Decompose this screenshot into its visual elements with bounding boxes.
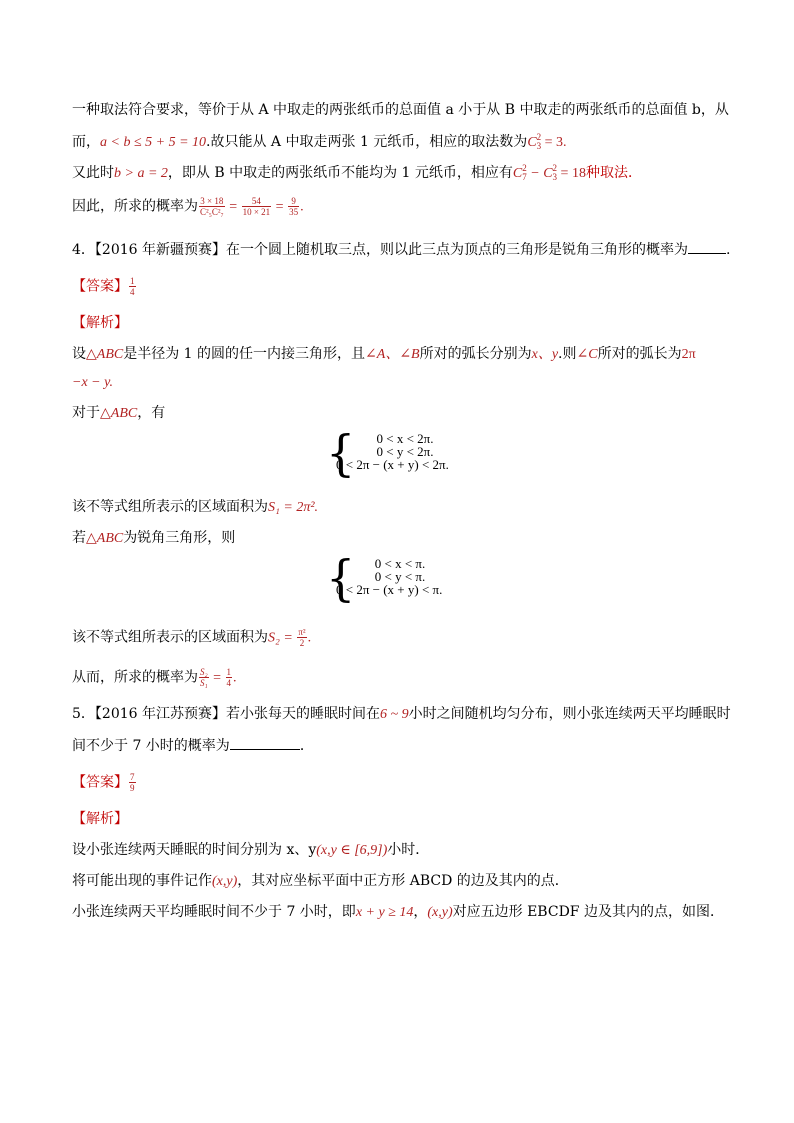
fraction-numerator: 7: [130, 772, 135, 782]
math: x + y ≥ 14: [355, 905, 414, 920]
inequality-row: 0 < y < π.: [374, 569, 426, 584]
question-4: [72, 239, 730, 260]
answer-blank: [230, 735, 300, 750]
fraction-denominator: 4: [226, 678, 232, 688]
text: 该不等式组所表示的区域面积为: [72, 629, 268, 646]
math: (x,y ∈ [6,9]): [316, 843, 388, 858]
text-line: [72, 163, 642, 184]
text: ，有: [137, 405, 166, 421]
text: 将可能出现的事件记作: [72, 873, 212, 889]
math: 6 ~ 9: [380, 707, 409, 722]
answer-label: 【答案】: [72, 278, 128, 295]
answer-5: [72, 772, 137, 793]
text: 种取法．: [585, 165, 642, 181]
math: (x,y): [212, 874, 238, 889]
math: .: [300, 199, 304, 215]
math: S₂ =: [268, 630, 297, 646]
fraction-denominator: 35: [289, 207, 299, 217]
text-line: [72, 528, 235, 549]
text: ，即从 B 中取走的两张纸币不能均为 1 元纸币，相应有: [167, 165, 513, 181]
math: S₁ = 2π².: [268, 500, 319, 515]
inequality-row: 0 < 2π − (x + y) < π.: [336, 582, 443, 597]
text: 因此，所求的概率为: [72, 198, 198, 215]
text-line: [72, 100, 729, 120]
fraction-denominator: 10 × 21: [242, 207, 271, 217]
text-line: [72, 902, 724, 923]
fraction-denominator: C²₅C²₇: [200, 207, 224, 217]
analysis-label-text: 【解析】: [72, 315, 128, 331]
inequality-system-2: [326, 549, 466, 607]
text: .故只能从 A 中取走两张 1 元纸币，相应的取法数为: [206, 134, 528, 150]
text-line: [72, 344, 696, 365]
math: = 3.: [541, 135, 567, 150]
text: 该不等式组所表示的区域面积为: [72, 499, 268, 515]
fraction-numerator: 3 × 18: [200, 196, 224, 206]
text-line: [72, 497, 318, 518]
text-line: [72, 627, 311, 649]
left-brace: {: [326, 424, 356, 482]
text: ，其对应坐标平面中正方形 ABCD 的边及其内的点．: [237, 873, 569, 889]
text: ．: [299, 738, 314, 754]
fraction-denominator: 2: [299, 638, 305, 648]
math: △ABC: [100, 406, 138, 421]
text-line: [72, 840, 429, 861]
inequality-row: 0 < x < 2π.: [376, 431, 434, 446]
math: (x,y): [427, 905, 453, 920]
text: 若: [72, 530, 86, 546]
inequality-row: 0 < y < 2π.: [376, 444, 434, 459]
math: C: [512, 166, 523, 181]
text: 小张连续两天平均睡眠时间不少于 7 小时，即: [72, 904, 356, 920]
math: =: [272, 199, 288, 215]
text: 所对的弧长分别为: [419, 346, 532, 362]
math: C: [527, 135, 537, 150]
math: △ABC: [86, 531, 124, 546]
text: 所对的弧长为: [597, 346, 682, 362]
fraction-numerator: 54: [242, 196, 272, 207]
math: .: [233, 670, 237, 686]
math: − C: [526, 166, 553, 181]
math: .: [307, 630, 312, 646]
sub: 3: [552, 172, 558, 182]
analysis-label-text: 【解析】: [72, 811, 128, 827]
sup: 2: [522, 163, 527, 173]
inequality-row: 0 < x < π.: [374, 556, 426, 571]
fraction-denominator: 4: [130, 287, 135, 297]
math: 2π: [681, 347, 696, 362]
math: x、y: [531, 347, 559, 362]
text: 一种取法符合要求，等价于从 A 中取走的两张纸币的总面值 a 小于从 B 中取走的两张纸币的总面值 b，从: [72, 102, 729, 118]
text: 为锐角三角形，则: [123, 530, 236, 546]
question-5: [72, 704, 731, 725]
text: 对于: [72, 405, 100, 421]
left-brace: {: [326, 549, 356, 607]
fraction-numerator: π²: [298, 627, 306, 637]
text: 设: [72, 346, 86, 362]
text: .: [725, 242, 731, 258]
analysis-label: [72, 313, 128, 333]
math: a < b ≤ 5 + 5 = 10: [100, 135, 207, 150]
fraction-numerator: 9: [288, 196, 299, 207]
text: 从而，所求的概率为: [72, 669, 198, 686]
question-text: 4．【2016 年新疆预赛】在一个圆上随机取三点，则以此三点为顶点的三角形是锐角三角形的概率为: [72, 242, 688, 258]
math: =: [209, 670, 225, 686]
question-text: 间不少于 7 小时的概率为: [72, 738, 230, 754]
fraction-numerator: 1: [226, 667, 232, 677]
text: 对应五边形 EBCDF 边及其内的点，如图．: [452, 904, 724, 920]
text: 而，: [72, 134, 100, 150]
answer-label: 【答案】: [72, 774, 128, 791]
analysis-label: [72, 809, 128, 829]
text: ，: [413, 904, 428, 920]
sup: 2: [536, 132, 542, 142]
text-line: [72, 403, 165, 424]
text-line: [72, 132, 567, 153]
math: △ABC: [86, 347, 124, 362]
fraction-numerator: 1: [130, 276, 135, 286]
answer-blank: [688, 239, 726, 254]
sup: 2: [552, 163, 558, 173]
question-text: 小时之间随机均匀分布，则小张连续两天平均睡眠时: [408, 706, 731, 722]
text: 又此时: [72, 165, 114, 181]
answer-4: [72, 276, 137, 297]
sub: 3: [536, 141, 542, 151]
sub: 7: [522, 172, 527, 182]
inequality-row: 0 < 2π − (x + y) < 2π.: [336, 457, 449, 472]
text: 小时．: [387, 842, 430, 858]
fraction-denominator: S₁: [200, 678, 208, 688]
fraction-denominator: 9: [130, 783, 135, 793]
text: 设小张连续两天睡眠的时间分别为 x、y: [72, 842, 317, 858]
fraction-numerator: S₂: [200, 667, 208, 677]
text-line: [72, 372, 113, 393]
math: −x − y.: [72, 375, 114, 390]
text-line: [72, 667, 237, 689]
math: = 18: [557, 166, 586, 181]
text-line: [72, 196, 304, 218]
math: b > a = 2: [114, 166, 168, 181]
question-text: 5．【2016 年江苏预赛】若小张每天的睡眠时间在: [72, 706, 380, 722]
text: 是半径为 1 的圆的任一内接三角形，且: [123, 346, 366, 362]
inequality-system-1: [326, 424, 476, 482]
math: ∠A、∠B: [365, 347, 420, 362]
question-5-cont: [72, 735, 314, 756]
math: =: [225, 199, 241, 215]
text-line: [72, 871, 569, 892]
text: .则: [558, 346, 577, 362]
math: ∠C: [576, 347, 598, 362]
